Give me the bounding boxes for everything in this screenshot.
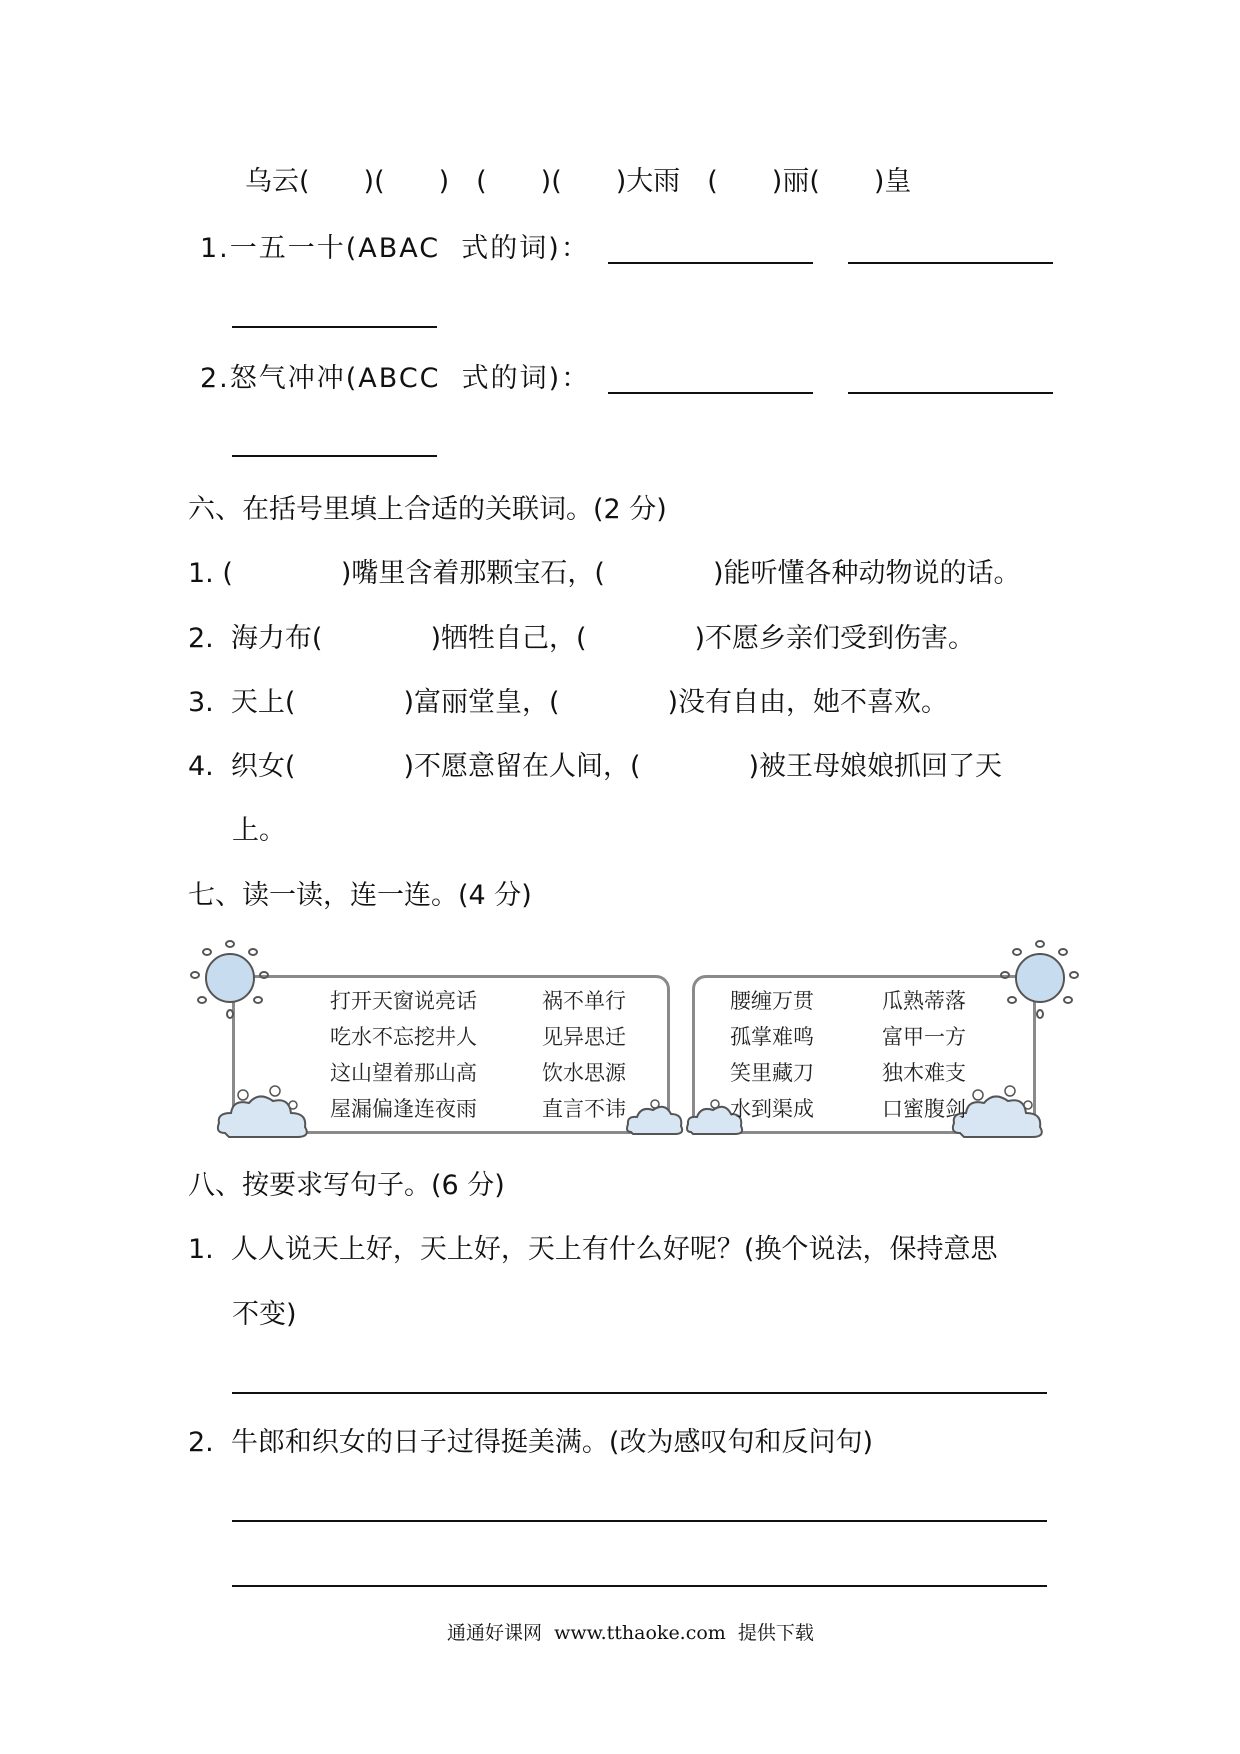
idiom-left-b-2[interactable]: 见异思迁	[542, 1025, 626, 1049]
sun-icon	[1000, 940, 1080, 1020]
answer-line[interactable]	[232, 1520, 1047, 1522]
rewrite-question-1: 1. 人人说天上好，天上好，天上有什么好呢？(换个说法，保持意思	[188, 1234, 998, 1265]
idiom-left-a-1[interactable]: 打开天窗说亮话	[330, 989, 477, 1013]
section-8-heading: 八、按要求写句子。(6 分)	[188, 1170, 505, 1201]
answer-blank[interactable]	[848, 262, 1053, 264]
idiom-left-a-2[interactable]: 吃水不忘挖井人	[330, 1025, 477, 1049]
answer-blank[interactable]	[848, 392, 1053, 394]
answer-blank[interactable]	[608, 392, 813, 394]
idiom-right-a-2[interactable]: 孤掌难鸣	[730, 1025, 814, 1049]
idiom-right-b-3[interactable]: 独木难支	[882, 1061, 966, 1085]
section-6-heading: 六、在括号里填上合适的关联词。(2 分)	[188, 494, 667, 525]
answer-blank[interactable]	[232, 455, 437, 457]
rewrite-question-1-continuation: 不变)	[232, 1299, 297, 1330]
connective-item-4: 4. 织女( )不愿意留在人间，( )被王母娘娘抓回了天	[188, 751, 1003, 782]
question-abac: 1.一五一十(ABAC 式的词)：	[200, 233, 590, 264]
idiom-right-b-1[interactable]: 瓜熟蒂落	[882, 989, 966, 1013]
cloud-icon	[215, 1083, 315, 1143]
section-7-heading: 七、读一读，连一连。(4 分)	[188, 880, 532, 911]
answer-blank[interactable]	[608, 262, 813, 264]
sun-icon	[190, 940, 270, 1020]
idiom-left-a-3[interactable]: 这山望着那山高	[330, 1061, 477, 1085]
answer-blank[interactable]	[232, 326, 437, 328]
idiom-right-b-2[interactable]: 富甲一方	[882, 1025, 966, 1049]
idiom-left-b-1[interactable]: 祸不单行	[542, 989, 626, 1013]
idiom-left-b-4[interactable]: 直言不讳	[542, 1097, 626, 1121]
idiom-right-a-1[interactable]: 腰缠万贯	[730, 989, 814, 1013]
rewrite-question-2: 2. 牛郎和织女的日子过得挺美满。(改为感叹句和反问句)	[188, 1427, 873, 1458]
connective-item-1: 1. ( )嘴里含着那颗宝石，( )能听懂各种动物说的话。	[188, 558, 1021, 589]
footer-source: 通通好课网 www.tthaoke.com 提供下载	[447, 1622, 814, 1644]
cloud-icon	[625, 1098, 685, 1138]
idiom-right-a-3[interactable]: 笑里藏刀	[730, 1061, 814, 1085]
idiom-left-b-3[interactable]: 饮水思源	[542, 1061, 626, 1085]
connective-item-4-continuation: 上。	[232, 815, 286, 846]
question-abcc: 2.怒气冲冲(ABCC 式的词)：	[200, 363, 591, 394]
answer-line[interactable]	[232, 1585, 1047, 1587]
connective-item-3: 3. 天上( )富丽堂皇，( )没有自由，她不喜欢。	[188, 687, 949, 718]
connective-item-2: 2. 海力布( )牺牲自己，( )不愿乡亲们受到伤害。	[188, 623, 976, 654]
idiom-left-a-4[interactable]: 屋漏偏逢连夜雨	[330, 1097, 477, 1121]
example-word-line: 乌云( )( ) ( )( )大雨 ( )丽( )皇	[245, 166, 912, 197]
idiom-right-b-4[interactable]: 口蜜腹剑	[882, 1097, 966, 1121]
idiom-right-a-4[interactable]: 水到渠成	[730, 1097, 814, 1121]
answer-line[interactable]	[232, 1392, 1047, 1394]
